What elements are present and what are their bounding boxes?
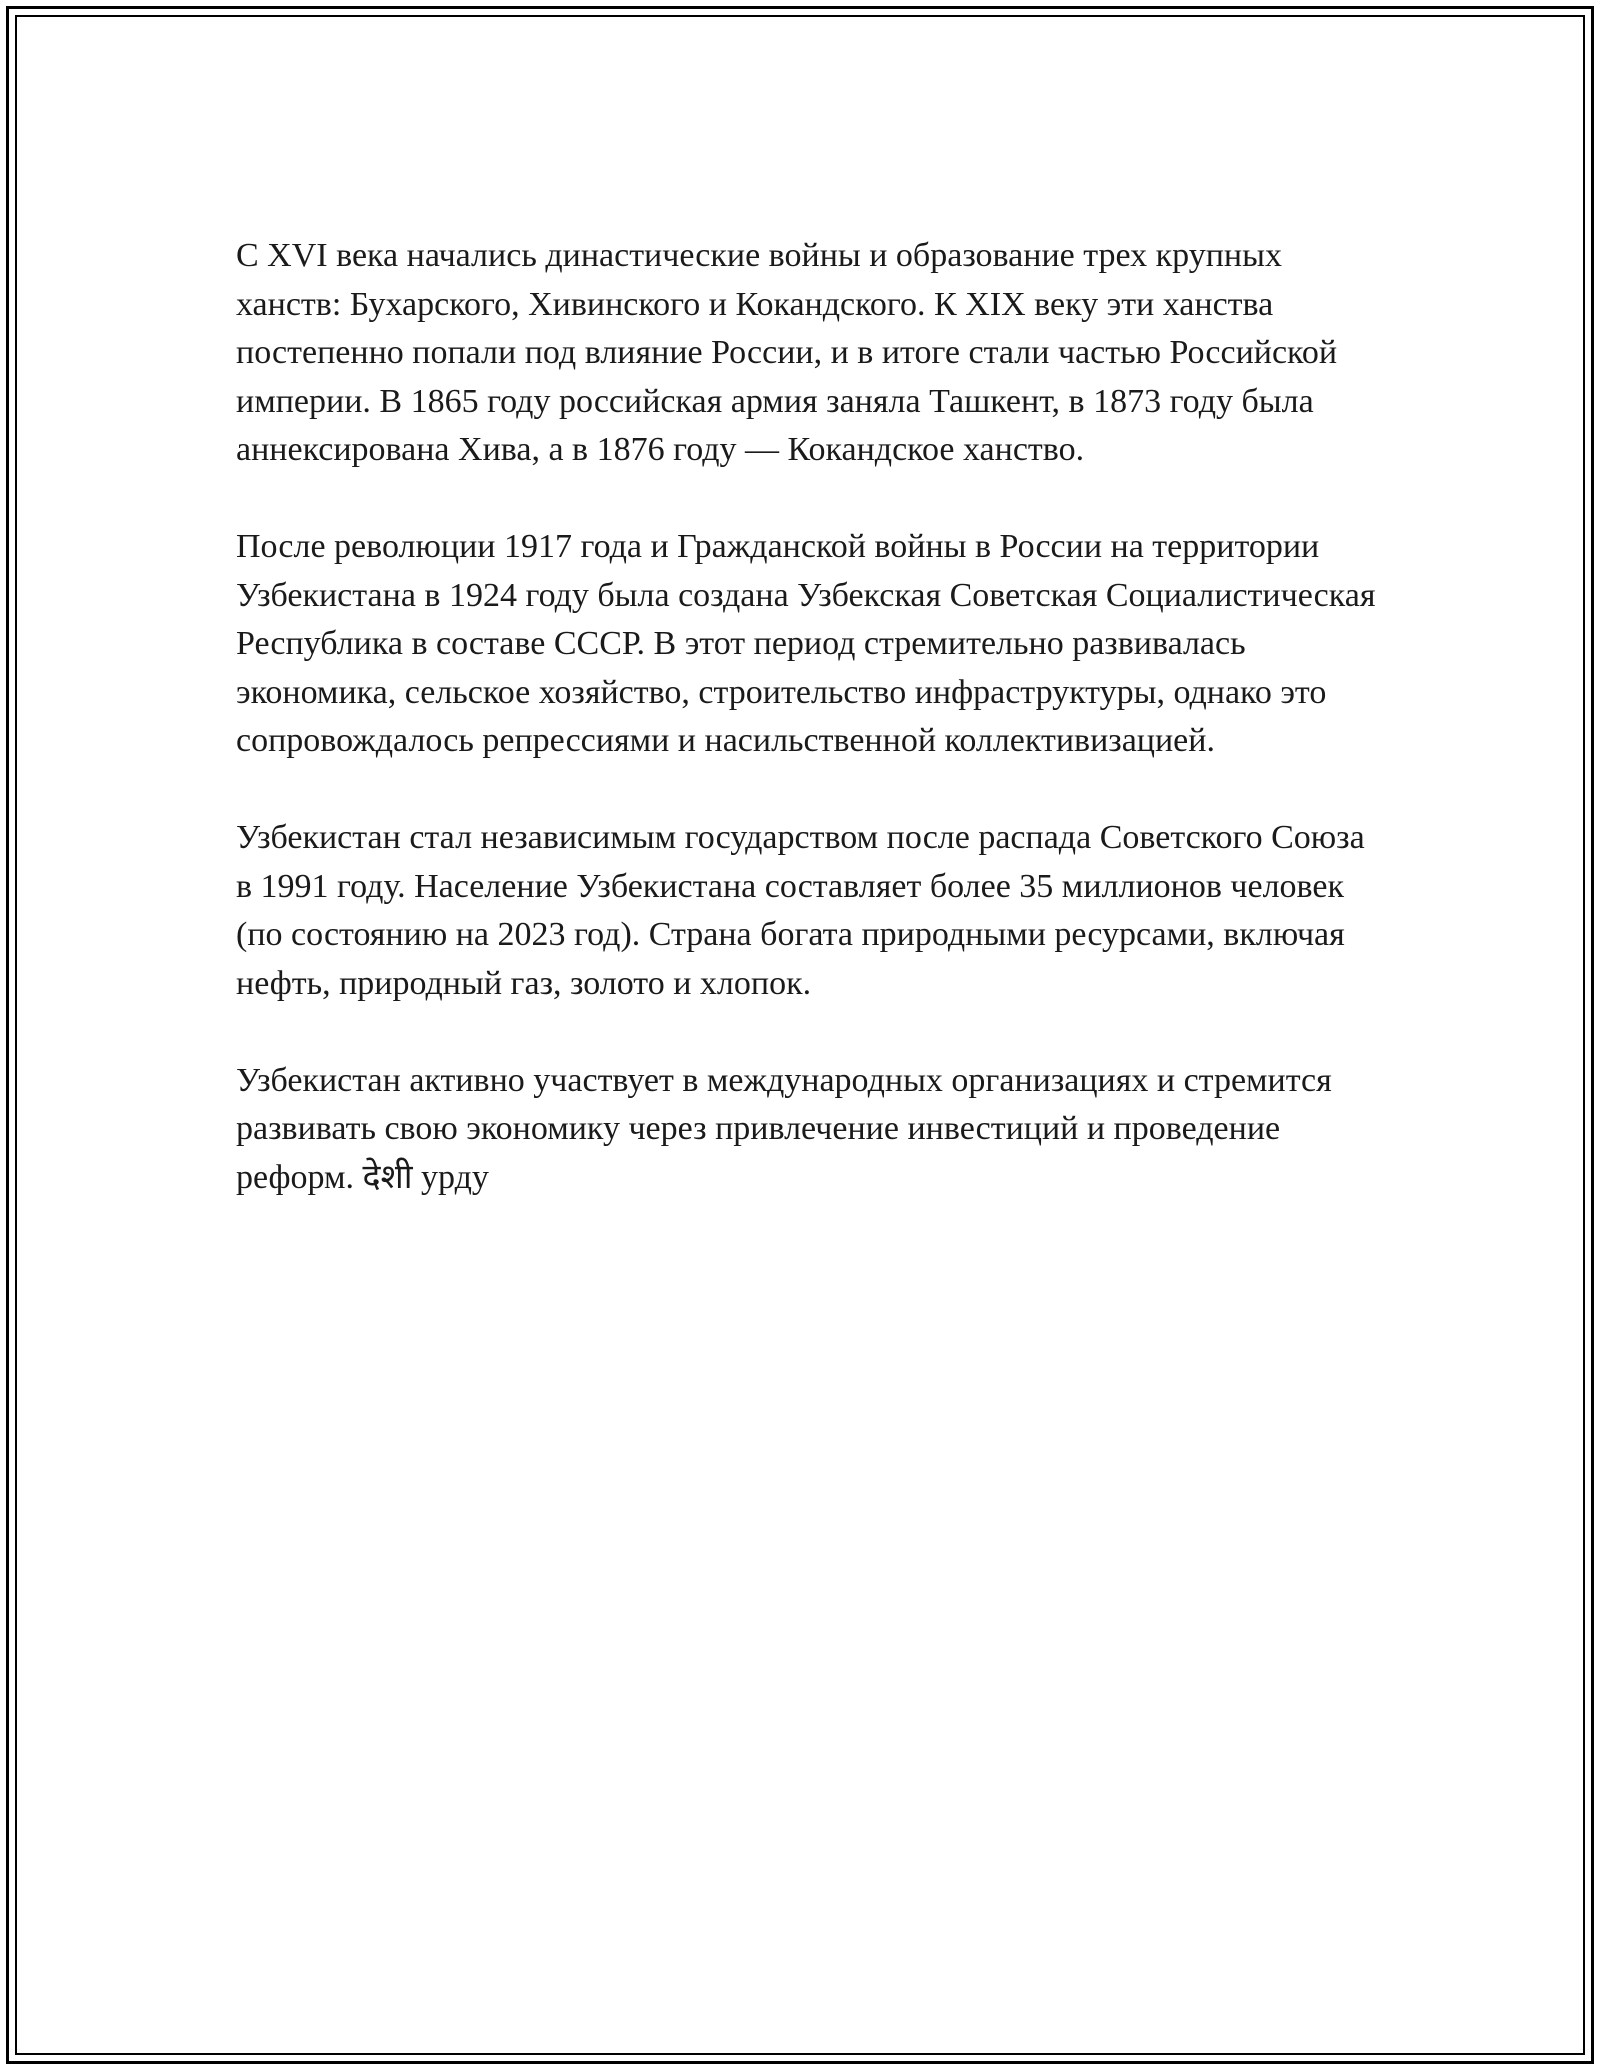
paragraph-international: Узбекистан активно участвует в международных организациях и стремится развивать свою экономику через привлечение инвестиций и проведение реформ. देशी урду — [236, 1061, 1332, 1196]
paragraph-khanates: С XVI века начались династические войны и образование трех крупных ханств: Бухарского, Хивинского и Кокандского. К XIX веку эти ханства постепенно попали под влияние России, и в итоге стали частью Российской империи. В 1865 году российская армия заняла Ташкент, в 1873 году была аннексирована Хива, а в 1876 году — Кокандское ханство. — [236, 237, 1338, 468]
paragraph-independence: Узбекистан стал независимым государством после распада Советского Союза в 1991 году. Население Узбекистана составляет более 35 миллионов человек (по состоянию на 2023 год). Страна богата природными ресурсами, включая нефть, природный газ, золото и хлопок. — [236, 819, 1365, 1002]
paragraph-soviet-era: После революции 1917 года и Гражданской войны в России на территории Узбекистана в 1924 году была создана Узбекская Советская Социалистическая Республика в составе СССР. В этот период стремительно развивалась экономика, сельское хозяйство, строительство инфраструктуры, однако это сопровождалось репрессиями и насильственной коллективизацией. — [236, 528, 1376, 759]
document-body — [236, 232, 1386, 1251]
